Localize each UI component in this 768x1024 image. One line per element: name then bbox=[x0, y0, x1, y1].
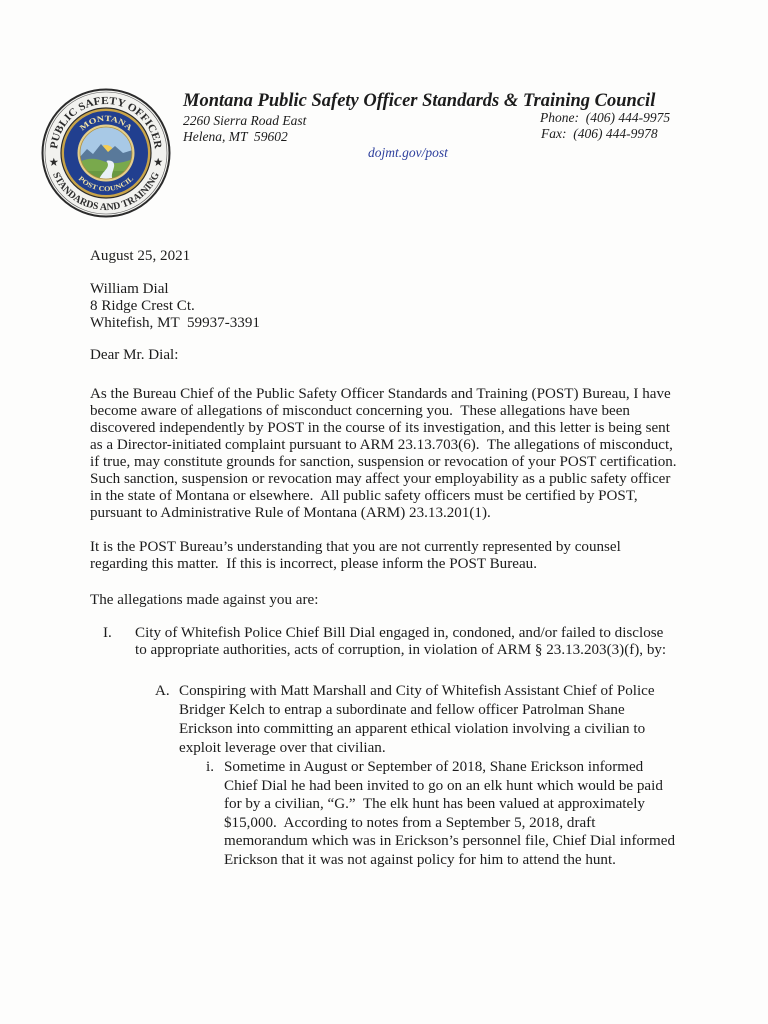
paragraph-line: regarding this matter. If this is incorrect, please inform the POST Bureau. bbox=[90, 556, 537, 572]
allegation-I-text bbox=[135, 625, 666, 659]
address-line-2: Helena, MT 59602 bbox=[183, 129, 288, 144]
paragraph-line: if true, may constitute grounds for sanction, suspension or revocation of your POST certification. bbox=[90, 454, 677, 470]
salutation: Dear Mr. Dial: bbox=[90, 347, 179, 363]
phone-number: Phone: (406) 444-9975 bbox=[540, 110, 671, 125]
paragraph-line: It is the POST Bureau’s understanding that you are not currently represented by counsel bbox=[90, 539, 621, 555]
list-marker-letter: A. bbox=[155, 683, 170, 699]
list-marker-subitem: i. bbox=[206, 759, 214, 775]
allegation-A-text bbox=[179, 682, 655, 758]
paragraph-1 bbox=[90, 386, 677, 522]
paragraph-line: as a Director-initiated complaint pursuant to ARM 23.13.703(6). The allegations of misconduct, bbox=[90, 437, 673, 453]
paragraph-2 bbox=[90, 539, 621, 573]
post-council-seal bbox=[41, 88, 171, 218]
paragraph-line: pursuant to Administrative Rule of Montana (ARM) 23.13.201(1). bbox=[90, 505, 491, 521]
list-item-line: memorandum which was in Erickson’s personnel file, Chief Dial informed bbox=[224, 833, 676, 850]
list-item-line: $15,000. According to notes from a September 5, 2018, draft bbox=[224, 814, 596, 831]
recipient-street: 8 Ridge Crest Ct. bbox=[90, 298, 195, 314]
recipient-address bbox=[90, 281, 260, 332]
paragraph-line: in the state of Montana or elsewhere. All public safety officers must be certified by POST, bbox=[90, 488, 638, 504]
seal-inner-bottom-text: POST COUNCIL bbox=[76, 174, 135, 194]
seal-outer-top-text: PUBLIC SAFETY OFFICER bbox=[48, 94, 164, 150]
address-line-1: 2260 Sierra Road East bbox=[183, 113, 307, 128]
recipient-city: Whitefish, MT 59937-3391 bbox=[90, 315, 260, 331]
website-link: dojmt.gov/post bbox=[368, 145, 448, 160]
list-item-line: Chief Dial he had been invited to go on an elk hunt which would be paid bbox=[224, 777, 663, 794]
list-item-line: for by a civilian, “G.” The elk hunt has been valued at approximately bbox=[224, 796, 645, 813]
list-item-line: to appropriate authorities, acts of corruption, in violation of ARM § 23.13.203(3)(f), by: bbox=[135, 642, 667, 658]
list-item-line: Erickson that it was not against policy for him to attend the hunt. bbox=[224, 851, 616, 868]
recipient-name: William Dial bbox=[90, 281, 169, 297]
list-item-line: City of Whitefish Police Chief Bill Dial engaged in, condoned, and/or failed to disclose bbox=[135, 625, 664, 641]
fax-number: Fax: (406) 444-9978 bbox=[541, 126, 658, 141]
allegations-intro: The allegations made against you are: bbox=[90, 592, 319, 608]
list-item-line: Bridger Kelch to entrap a subordinate and fellow officer Patrolman Shane bbox=[179, 702, 625, 718]
list-marker-roman: I. bbox=[103, 625, 112, 641]
paragraph-line: As the Bureau Chief of the Public Safety Officer Standards and Training (POST) Bureau, I have bbox=[90, 386, 671, 402]
organization-name: Montana Public Safety Officer Standards & Training Council bbox=[183, 91, 656, 111]
paragraph-line: discovered independently by POST in the course of its investigation, and this letter is being sent bbox=[90, 420, 670, 436]
allegation-i-text bbox=[224, 758, 675, 870]
list-item-line: Sometime in August or September of 2018, Shane Erickson informed bbox=[224, 759, 644, 775]
list-item-line: exploit leverage over that civilian. bbox=[179, 740, 386, 756]
seal-inner-top-text: MONTANA bbox=[78, 113, 133, 133]
letter-date: August 25, 2021 bbox=[90, 248, 191, 264]
list-item-line: Conspiring with Matt Marshall and City of Whitefish Assistant Chief of Police bbox=[179, 683, 655, 699]
seal-outer-bottom-text: STANDARDS AND TRAINING bbox=[50, 170, 162, 214]
paragraph-line: become aware of allegations of misconduct concerning you. These allegations have been bbox=[90, 403, 630, 419]
list-item-line: Erickson into committing an apparent ethical violation involving a civilian to bbox=[179, 721, 646, 737]
paragraph-line: Such sanction, suspension or revocation may affect your employability as a public safety officer bbox=[90, 471, 671, 487]
